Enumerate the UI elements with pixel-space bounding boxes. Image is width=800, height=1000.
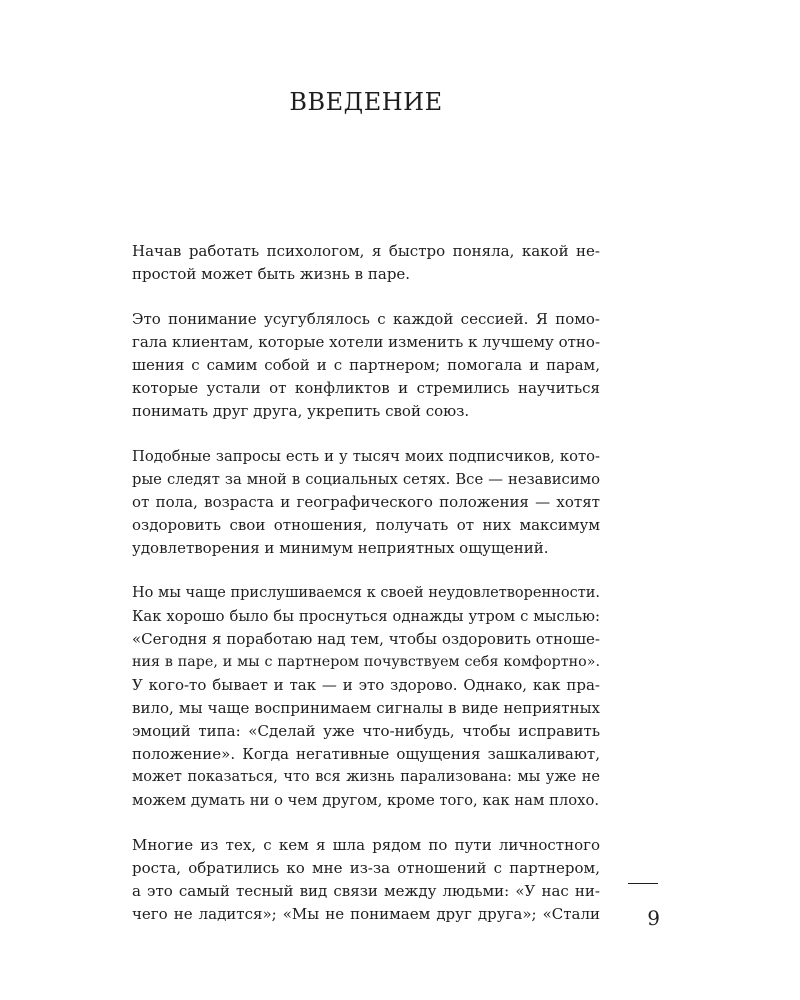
paragraph bbox=[132, 308, 600, 423]
text-line: удовлетворения и минимум неприятных ощущений. bbox=[132, 539, 549, 557]
text-line: может показаться, что вся жизнь парализована: мы уже не bbox=[132, 769, 600, 785]
text-line: оздоровить свои отношения, получать от них максимум bbox=[132, 516, 600, 534]
text-line: которые устали от конфликтов и стремились научиться bbox=[132, 379, 600, 397]
paragraph bbox=[132, 445, 600, 560]
footer-rule bbox=[628, 883, 658, 884]
text-line: Это понимание усугублялось с каждой сессией. Я помо- bbox=[132, 310, 600, 328]
text-line: Многие из тех, с кем я шла рядом по пути личностного bbox=[132, 836, 600, 854]
text-line: вило, мы чаще воспринимаем сигналы в виде неприятных bbox=[132, 699, 600, 717]
page-number: 9 bbox=[647, 906, 660, 930]
text-line: Начав работать психологом, я быстро поняла, какой не- bbox=[132, 242, 600, 260]
text-line: «Сегодня я поработаю над тем, чтобы оздоровить отноше- bbox=[132, 630, 600, 648]
body-text bbox=[132, 240, 600, 948]
paragraph bbox=[132, 240, 600, 286]
chapter-title: ВВЕДЕНИЕ bbox=[289, 88, 443, 116]
paragraph bbox=[132, 834, 600, 926]
text-line: эмоций типа: «Сделай уже что-нибудь, чтобы исправить bbox=[132, 722, 600, 740]
text-line: Как хорошо было бы проснуться однажды утром с мыслью: bbox=[132, 608, 600, 625]
text-line: шения с самим собой и с партнером; помогала и парам, bbox=[132, 356, 600, 374]
text-line: чего не ладится»; «Мы не понимаем друг друга»; «Стали bbox=[132, 905, 600, 923]
text-line: Подобные запросы есть и у тысяч моих подписчиков, кото- bbox=[132, 448, 600, 465]
paragraph bbox=[132, 582, 600, 812]
text-line: а это самый тесный вид связи между людьми: «У нас ни- bbox=[132, 882, 600, 900]
text-line: простой может быть жизнь в паре. bbox=[132, 265, 411, 283]
text-line: от пола, возраста и географического положения — хотят bbox=[132, 493, 600, 511]
text-line: гала клиентам, которые хотели изменить к лучшему отно- bbox=[132, 333, 601, 351]
text-line: ния в паре, и мы с партнером почувствуем себя комфортно». bbox=[132, 654, 600, 670]
text-line: Но мы чаще прислушиваемся к своей неудовлетворенности. bbox=[132, 585, 600, 601]
text-line: рые следят за мной в социальных сетях. Все — независимо bbox=[132, 471, 600, 488]
text-line: роста, обратились ко мне из-за отношений с партнером, bbox=[132, 859, 600, 877]
text-line: положение». Когда негативные ощущения зашкаливают, bbox=[132, 745, 600, 763]
text-line: У кого-то бывает и так — и это здорово. Однако, как пра- bbox=[132, 676, 600, 694]
text-line: можем думать ни о чем другом, кроме того, как нам плохо. bbox=[132, 792, 600, 809]
text-line: понимать друг друга, укрепить свой союз. bbox=[132, 402, 470, 420]
